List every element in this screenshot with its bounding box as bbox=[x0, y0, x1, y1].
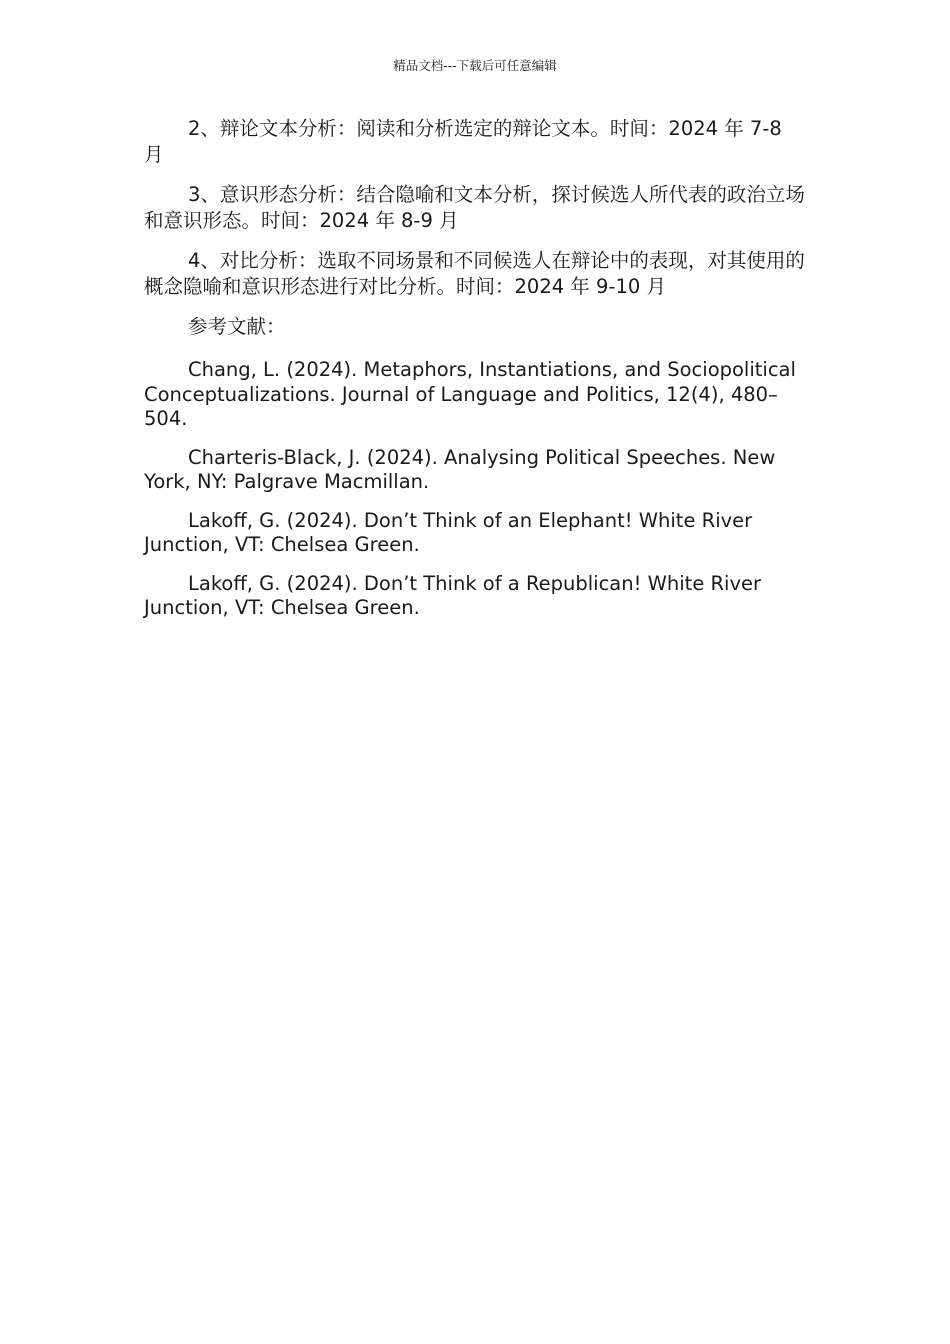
references-heading: 参考文献： bbox=[188, 315, 286, 338]
reference-item: Lakoff, G. (2024). Don’t Think of a Republican! White River Junction, VT: Chelsea Green. bbox=[144, 571, 762, 619]
reference-item: Lakoff, G. (2024). Don’t Think of an Elephant! White River Junction, VT: Chelsea Green. bbox=[144, 508, 753, 556]
reference-item: Chang, L. (2024). Metaphors, Instantiations, and Sociopolitical Conceptualizations. Journal of Language and Politics, 12(4), 480–504. bbox=[144, 358, 796, 430]
reference-item: Charteris-Black, J. (2024). Analysing Political Speeches. New York, NY: Palgrave Macmillan. bbox=[144, 445, 776, 493]
paragraph-ideology-analysis: 3、意识形态分析：结合隐喻和文本分析，探讨候选人所代表的政治立场和意识形态。时间：2024 年 8-9 月 bbox=[144, 183, 805, 232]
paragraph-debate-text-analysis: 2、辩论文本分析：阅读和分析选定的辩论文本。时间：2024 年 7-8 月 bbox=[144, 117, 782, 166]
page-header: 精品文档---下载后可任意编辑 bbox=[393, 58, 557, 73]
paragraph-comparative-analysis: 4、对比分析：选取不同场景和不同候选人在辩论中的表现，对其使用的概念隐喻和意识形态进行对比分析。时间：2024 年 9-10 月 bbox=[144, 249, 805, 298]
document-body bbox=[144, 116, 806, 635]
